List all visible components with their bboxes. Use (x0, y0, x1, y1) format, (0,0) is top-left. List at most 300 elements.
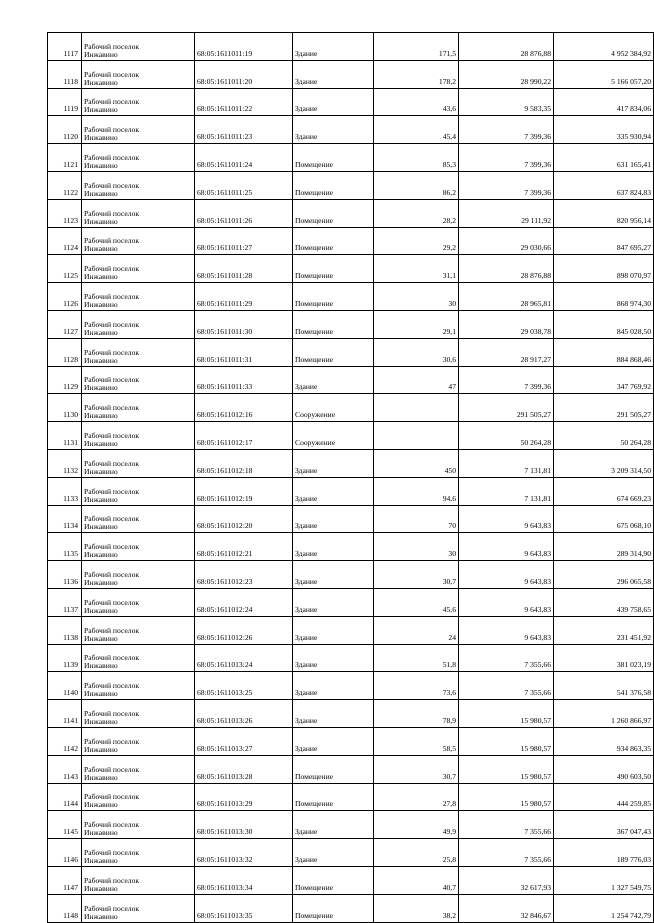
area-cell: 40,7 (374, 866, 459, 894)
object-type-cell: Здание (293, 33, 374, 61)
cadastral-number-cell: 68:05:1611013:25 (195, 672, 293, 700)
locality-cell (82, 644, 195, 672)
locality-name-text: Инжавино (84, 828, 118, 838)
cadastral-value-cell: 296 065,58 (554, 561, 654, 589)
object-type-cell: Помещение (293, 283, 374, 311)
cadastral-value-cell: 674 669,23 (554, 477, 654, 505)
area-cell: 30,6 (374, 338, 459, 366)
locality-type-text: Рабочий поселок (84, 820, 140, 830)
object-type-cell: Помещение (293, 338, 374, 366)
specific-value-cell: 7 399,36 (459, 116, 554, 144)
locality-type-text: Рабочий поселок (84, 41, 140, 51)
table-row (48, 199, 654, 227)
specific-value-cell: 291 505,27 (459, 394, 554, 422)
specific-value-cell: 7 131,81 (459, 477, 554, 505)
area-cell: 30 (374, 283, 459, 311)
specific-value-cell: 32 846,67 (459, 894, 554, 922)
locality-type-text: Рабочий поселок (84, 458, 140, 468)
object-type-cell: Здание (293, 60, 374, 88)
row-number-cell: 1124 (48, 227, 82, 255)
row-number-cell: 1145 (48, 811, 82, 839)
locality-type-text: Рабочий поселок (84, 431, 140, 441)
cadastral-value-cell: 631 165,41 (554, 144, 654, 172)
specific-value-cell: 7 355,66 (459, 811, 554, 839)
table-row (48, 783, 654, 811)
cadastral-value-cell: 868 974,30 (554, 283, 654, 311)
specific-value-cell: 29 038,78 (459, 310, 554, 338)
area-cell: 78,9 (374, 700, 459, 728)
cadastral-number-cell: 68:05:1611012:21 (195, 533, 293, 561)
locality-name-text: Инжавино (84, 383, 118, 393)
table-row (48, 144, 654, 172)
object-type-cell: Здание (293, 811, 374, 839)
cadastral-number-cell: 68:05:1611011:19 (195, 33, 293, 61)
row-number-cell: 1142 (48, 727, 82, 755)
locality-cell (82, 449, 195, 477)
row-number-cell: 1130 (48, 394, 82, 422)
cadastral-value-cell: 3 209 314,50 (554, 449, 654, 477)
table-row (48, 866, 654, 894)
specific-value-cell: 9 643,83 (459, 561, 554, 589)
row-number-cell: 1147 (48, 866, 82, 894)
cadastral-value-cell: 637 824,83 (554, 171, 654, 199)
cadastral-number-cell: 68:05:1611011:29 (195, 283, 293, 311)
locality-name-text: Инжавино (84, 605, 118, 615)
table-row (48, 366, 654, 394)
cadastral-value-cell: 289 314,90 (554, 533, 654, 561)
row-number-cell: 1146 (48, 839, 82, 867)
locality-name-text: Инжавино (84, 411, 118, 421)
specific-value-cell: 7 399,36 (459, 144, 554, 172)
object-type-cell: Здание (293, 588, 374, 616)
locality-type-text: Рабочий поселок (84, 292, 140, 302)
specific-value-cell: 9 583,35 (459, 88, 554, 116)
area-cell: 43,6 (374, 88, 459, 116)
area-cell: 47 (374, 366, 459, 394)
specific-value-cell: 29 030,66 (459, 227, 554, 255)
table-body (48, 33, 654, 923)
locality-name-text: Инжавино (84, 355, 118, 365)
area-cell: 30,7 (374, 561, 459, 589)
locality-type-text: Рабочий поселок (84, 653, 140, 663)
object-type-cell: Здание (293, 644, 374, 672)
cadastral-number-cell: 68:05:1611011:24 (195, 144, 293, 172)
locality-cell (82, 505, 195, 533)
object-type-cell: Здание (293, 366, 374, 394)
object-type-cell: Здание (293, 449, 374, 477)
locality-type-text: Рабочий поселок (84, 319, 140, 329)
locality-name-text: Инжавино (84, 883, 118, 893)
row-number-cell: 1123 (48, 199, 82, 227)
specific-value-cell: 28 917,27 (459, 338, 554, 366)
table-row (48, 561, 654, 589)
row-number-cell: 1141 (48, 700, 82, 728)
locality-name-text: Инжавино (84, 577, 118, 587)
area-cell: 25,8 (374, 839, 459, 867)
locality-cell (82, 60, 195, 88)
specific-value-cell: 7 355,66 (459, 839, 554, 867)
locality-name-text: Инжавино (84, 188, 118, 198)
area-cell: 45,4 (374, 116, 459, 144)
locality-type-text: Рабочий поселок (84, 97, 140, 107)
cadastral-value-cell: 934 863,35 (554, 727, 654, 755)
locality-cell (82, 338, 195, 366)
specific-value-cell: 7 355,66 (459, 644, 554, 672)
table-row (48, 116, 654, 144)
cadastral-value-cell: 884 868,46 (554, 338, 654, 366)
table-row (48, 672, 654, 700)
row-number-cell: 1136 (48, 561, 82, 589)
locality-name-text: Инжавино (84, 161, 118, 171)
locality-cell (82, 310, 195, 338)
locality-cell (82, 33, 195, 61)
cadastral-number-cell: 68:05:1611011:23 (195, 116, 293, 144)
cadastral-number-cell: 68:05:1611011:28 (195, 255, 293, 283)
locality-cell (82, 255, 195, 283)
area-cell: 28,2 (374, 199, 459, 227)
locality-name-text: Инжавино (84, 77, 118, 87)
area-cell: 70 (374, 505, 459, 533)
object-type-cell: Сооружение (293, 422, 374, 450)
object-type-cell: Помещение (293, 783, 374, 811)
object-type-cell: Здание (293, 533, 374, 561)
locality-type-text: Рабочий поселок (84, 708, 140, 718)
locality-type-text: Рабочий поселок (84, 236, 140, 246)
row-number-cell: 1135 (48, 533, 82, 561)
locality-type-text: Рабочий поселок (84, 792, 140, 802)
table-row (48, 811, 654, 839)
object-type-cell: Помещение (293, 227, 374, 255)
area-cell (374, 422, 459, 450)
locality-type-text: Рабочий поселок (84, 542, 140, 552)
table-row (48, 477, 654, 505)
locality-name-text: Инжавино (84, 49, 118, 59)
row-number-cell: 1127 (48, 310, 82, 338)
locality-name-text: Инжавино (84, 327, 118, 337)
table-row (48, 338, 654, 366)
row-number-cell: 1120 (48, 116, 82, 144)
cadastral-value-cell: 1 260 866,97 (554, 700, 654, 728)
area-cell: 29,1 (374, 310, 459, 338)
cadastral-value-cell: 367 047,43 (554, 811, 654, 839)
locality-name-text: Инжавино (84, 716, 118, 726)
cadastral-value-cell: 845 028,50 (554, 310, 654, 338)
locality-name-text: Инжавино (84, 744, 118, 754)
cadastral-number-cell: 68:05:1611011:25 (195, 171, 293, 199)
specific-value-cell: 15 980,57 (459, 755, 554, 783)
locality-type-text: Рабочий поселок (84, 403, 140, 413)
locality-name-text: Инжавино (84, 438, 118, 448)
locality-type-text: Рабочий поселок (84, 597, 140, 607)
object-type-cell: Здание (293, 561, 374, 589)
cadastral-number-cell: 68:05:1611012:17 (195, 422, 293, 450)
locality-cell (82, 727, 195, 755)
row-number-cell: 1122 (48, 171, 82, 199)
cadastral-value-cell: 417 834,06 (554, 88, 654, 116)
area-cell: 49,9 (374, 811, 459, 839)
cadastral-value-cell: 847 695,27 (554, 227, 654, 255)
cadastral-value-cell: 439 758,65 (554, 588, 654, 616)
locality-cell (82, 839, 195, 867)
object-type-cell: Здание (293, 672, 374, 700)
object-type-cell: Здание (293, 88, 374, 116)
cadastral-number-cell: 68:05:1611012:20 (195, 505, 293, 533)
locality-name-text: Инжавино (84, 466, 118, 476)
area-cell: 86,2 (374, 171, 459, 199)
cadastral-number-cell: 68:05:1611013:32 (195, 839, 293, 867)
object-type-cell: Здание (293, 477, 374, 505)
locality-cell (82, 283, 195, 311)
area-cell: 30,7 (374, 755, 459, 783)
object-type-cell: Здание (293, 700, 374, 728)
specific-value-cell: 28 990,22 (459, 60, 554, 88)
locality-cell (82, 144, 195, 172)
cadastral-number-cell: 68:05:1611013:30 (195, 811, 293, 839)
object-type-cell: Здание (293, 727, 374, 755)
locality-cell (82, 783, 195, 811)
locality-name-text: Инжавино (84, 133, 118, 143)
locality-name-text: Инжавино (84, 800, 118, 810)
specific-value-cell: 9 643,83 (459, 588, 554, 616)
locality-name-text: Инжавино (84, 300, 118, 309)
cadastral-number-cell: 68:05:1611013:29 (195, 783, 293, 811)
area-cell: 94,6 (374, 477, 459, 505)
table-row (48, 449, 654, 477)
locality-cell (82, 394, 195, 422)
cadastral-number-cell: 68:05:1611012:16 (195, 394, 293, 422)
locality-cell (82, 477, 195, 505)
area-cell: 58,5 (374, 727, 459, 755)
specific-value-cell: 32 617,93 (459, 866, 554, 894)
locality-cell (82, 533, 195, 561)
specific-value-cell: 9 643,83 (459, 505, 554, 533)
area-cell: 178,2 (374, 60, 459, 88)
object-type-cell: Сооружение (293, 394, 374, 422)
locality-type-text: Рабочий поселок (84, 69, 140, 79)
locality-name-text: Инжавино (84, 244, 118, 254)
row-number-cell: 1140 (48, 672, 82, 700)
object-type-cell: Помещение (293, 171, 374, 199)
table-row (48, 533, 654, 561)
table-row (48, 700, 654, 728)
cadastral-value-cell: 1 254 742,79 (554, 894, 654, 922)
cadastral-value-cell: 381 023,19 (554, 644, 654, 672)
area-cell: 45,6 (374, 588, 459, 616)
area-cell: 85,3 (374, 144, 459, 172)
locality-type-text: Рабочий поселок (84, 347, 140, 357)
table-row (48, 616, 654, 644)
area-cell (374, 394, 459, 422)
locality-cell (82, 88, 195, 116)
object-type-cell: Здание (293, 505, 374, 533)
object-type-cell: Помещение (293, 255, 374, 283)
locality-type-text: Рабочий поселок (84, 764, 140, 774)
table-row (48, 505, 654, 533)
locality-type-text: Рабочий поселок (84, 681, 140, 691)
locality-cell (82, 588, 195, 616)
locality-name-text: Инжавино (84, 911, 118, 921)
cadastral-value-cell: 5 166 057,20 (554, 60, 654, 88)
locality-cell (82, 811, 195, 839)
cadastral-number-cell: 68:05:1611011:33 (195, 366, 293, 394)
locality-name-text: Инжавино (84, 689, 118, 699)
area-cell: 171,5 (374, 33, 459, 61)
locality-cell (82, 116, 195, 144)
locality-name-text: Инжавино (84, 633, 118, 643)
cadastral-value-cell: 541 376,58 (554, 672, 654, 700)
locality-type-text: Рабочий поселок (84, 125, 140, 135)
table-row (48, 644, 654, 672)
cadastral-number-cell: 68:05:1611011:30 (195, 310, 293, 338)
table-row (48, 227, 654, 255)
cadastral-value-cell: 335 930,94 (554, 116, 654, 144)
locality-type-text: Рабочий поселок (84, 180, 140, 190)
cadastral-number-cell: 68:05:1611013:35 (195, 894, 293, 922)
area-cell: 51,8 (374, 644, 459, 672)
object-type-cell: Помещение (293, 755, 374, 783)
table-row (48, 839, 654, 867)
cadastral-value-cell: 675 068,10 (554, 505, 654, 533)
cadastral-value-cell: 189 776,03 (554, 839, 654, 867)
specific-value-cell: 28 876,88 (459, 255, 554, 283)
object-type-cell: Помещение (293, 199, 374, 227)
row-number-cell: 1117 (48, 33, 82, 61)
row-number-cell: 1143 (48, 755, 82, 783)
cadastral-value-cell: 820 956,14 (554, 199, 654, 227)
cadastral-number-cell: 68:05:1611012:24 (195, 588, 293, 616)
locality-cell (82, 672, 195, 700)
cadastral-value-cell: 444 259,85 (554, 783, 654, 811)
specific-value-cell: 28 876,88 (459, 33, 554, 61)
specific-value-cell: 29 111,92 (459, 199, 554, 227)
cadastral-value-cell: 1 327 549,75 (554, 866, 654, 894)
cadastral-value-cell: 50 264,28 (554, 422, 654, 450)
locality-name-text: Инжавино (84, 855, 118, 865)
row-number-cell: 1125 (48, 255, 82, 283)
area-cell: 38,2 (374, 894, 459, 922)
cadastral-number-cell: 68:05:1611012:18 (195, 449, 293, 477)
row-number-cell: 1129 (48, 366, 82, 394)
table-row (48, 894, 654, 922)
specific-value-cell: 7 131,81 (459, 449, 554, 477)
table-row (48, 422, 654, 450)
cadastral-number-cell: 68:05:1611013:27 (195, 727, 293, 755)
locality-name-text: Инжавино (84, 494, 118, 504)
locality-type-text: Рабочий поселок (84, 264, 140, 274)
table-row (48, 60, 654, 88)
cadastral-value-table (47, 32, 654, 923)
table-row (48, 283, 654, 311)
locality-name-text: Инжавино (84, 522, 118, 532)
cadastral-value-cell: 347 769,92 (554, 366, 654, 394)
locality-cell (82, 894, 195, 922)
locality-cell (82, 227, 195, 255)
locality-type-text: Рабочий поселок (84, 375, 140, 385)
locality-name-text: Инжавино (84, 216, 118, 226)
cadastral-value-cell: 490 603,50 (554, 755, 654, 783)
row-number-cell: 1137 (48, 588, 82, 616)
locality-type-text: Рабочий поселок (84, 486, 140, 496)
object-type-cell: Помещение (293, 310, 374, 338)
cadastral-value-cell: 291 505,27 (554, 394, 654, 422)
row-number-cell: 1148 (48, 894, 82, 922)
row-number-cell: 1133 (48, 477, 82, 505)
specific-value-cell: 9 643,83 (459, 533, 554, 561)
row-number-cell: 1121 (48, 144, 82, 172)
area-cell: 27,8 (374, 783, 459, 811)
locality-cell (82, 755, 195, 783)
locality-cell (82, 366, 195, 394)
table-row (48, 755, 654, 783)
cadastral-number-cell: 68:05:1611012:19 (195, 477, 293, 505)
table-row (48, 394, 654, 422)
specific-value-cell: 7 399,36 (459, 366, 554, 394)
area-cell: 450 (374, 449, 459, 477)
locality-type-text: Рабочий поселок (84, 208, 140, 218)
table-row (48, 310, 654, 338)
cadastral-number-cell: 68:05:1611011:20 (195, 60, 293, 88)
locality-cell (82, 616, 195, 644)
cadastral-value-cell: 898 070,97 (554, 255, 654, 283)
object-type-cell: Здание (293, 616, 374, 644)
table-row (48, 727, 654, 755)
area-cell: 31,1 (374, 255, 459, 283)
row-number-cell: 1144 (48, 783, 82, 811)
row-number-cell: 1131 (48, 422, 82, 450)
row-number-cell: 1132 (48, 449, 82, 477)
area-cell: 24 (374, 616, 459, 644)
locality-cell (82, 866, 195, 894)
table-row (48, 171, 654, 199)
locality-type-text: Рабочий поселок (84, 736, 140, 746)
locality-name-text: Инжавино (84, 661, 118, 671)
row-number-cell: 1118 (48, 60, 82, 88)
cadastral-number-cell: 68:05:1611012:23 (195, 561, 293, 589)
locality-name-text: Инжавино (84, 550, 118, 560)
locality-type-text: Рабочий поселок (84, 625, 140, 635)
cadastral-number-cell: 68:05:1611011:26 (195, 199, 293, 227)
row-number-cell: 1126 (48, 283, 82, 311)
locality-cell (82, 422, 195, 450)
area-cell: 29,2 (374, 227, 459, 255)
object-type-cell: Помещение (293, 144, 374, 172)
table-row (48, 88, 654, 116)
cadastral-number-cell: 68:05:1611011:27 (195, 227, 293, 255)
cadastral-value-cell: 4 952 384,92 (554, 33, 654, 61)
specific-value-cell: 15 980,57 (459, 783, 554, 811)
locality-name-text: Инжавино (84, 272, 118, 282)
specific-value-cell: 7 355,66 (459, 672, 554, 700)
locality-type-text: Рабочий поселок (84, 570, 140, 579)
locality-type-text: Рабочий поселок (84, 847, 140, 857)
cadastral-number-cell: 68:05:1611013:34 (195, 866, 293, 894)
object-type-cell: Помещение (293, 866, 374, 894)
cadastral-value-cell: 231 451,92 (554, 616, 654, 644)
locality-type-text: Рабочий поселок (84, 514, 140, 524)
object-type-cell: Помещение (293, 894, 374, 922)
cadastral-number-cell: 68:05:1611013:28 (195, 755, 293, 783)
object-type-cell: Здание (293, 116, 374, 144)
table-row (48, 33, 654, 61)
object-type-cell: Здание (293, 839, 374, 867)
specific-value-cell: 15 980,57 (459, 727, 554, 755)
locality-name-text: Инжавино (84, 772, 118, 782)
locality-cell (82, 199, 195, 227)
row-number-cell: 1138 (48, 616, 82, 644)
area-cell: 30 (374, 533, 459, 561)
cadastral-number-cell: 68:05:1611012:26 (195, 616, 293, 644)
specific-value-cell: 9 643,83 (459, 616, 554, 644)
